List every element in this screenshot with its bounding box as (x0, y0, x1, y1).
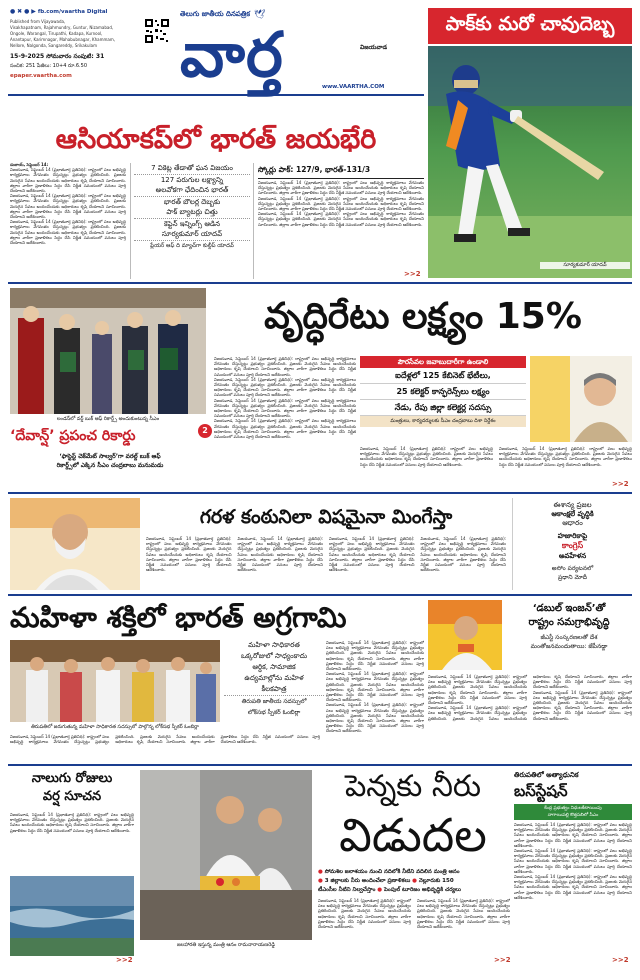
london-award-photo (10, 288, 206, 414)
filler-text: విజయవాడ, సెప్టెంబర్ 14 (ప్రభాతవార్త ప్రతినిధి): రాష్ట్రంలో పలు అభివృద్ధి కార్యక్రమాలు వేగవంతం చేస్తున్నట్లు ప్రభుత్వం ప్రకటించింది. ప్రజలకు మెరుగైన సేవలు అందించేందుకు అధికారులు కృషి చేయాలని సూచించారు. జిల్లాల వారీగా ప్రణాళికలు సిద్ధం చేసి నిర్ణీత సమయంలో పనులు పూర్తి చేయాలని ఆదేశించారు. (329, 536, 415, 573)
filler-text: విజయవాడ, సెప్టెంబర్ 14 (ప్రభాతవార్త ప్రతినిధి): రాష్ట్రంలో పలు అభివృద్ధి కార్యక్రమాలు వేగవంతం చేస్తున్నట్లు ప్రభుత్వం ప్రకటించింది. ప్రజలకు మెరుగైన సేవలు అందించేందుకు అధికారులు కృషి చేయాలని సూచించారు. జిల్లాల వారీగా ప్రణాళికలు సిద్ధం చేసి నిర్ణీత సమయంలో పనులు పూర్తి చేయాలని ఆదేశించారు. (326, 640, 424, 672)
highlight-line: ప్లేయర్ ఆఫ్ ది మ్యాచ్‌గా కుల్దీప్ యాదవ్ (150, 242, 234, 249)
publish-line: Visakhapatnam, Rajahmundry, Guntur, Nizamabad, (10, 25, 114, 30)
filler-text: విజయవాడ, సెప్టెంబర్ 14 (ప్రభాతవార్త ప్రతినిధి): రాష్ట్రంలో పలు అభివృద్ధి కార్యక్రమాలు వేగవంతం చేస్తున్నట్లు ప్రభుత్వం ప్రకటించింది. ప్రజలకు మెరుగైన సేవలు అందించేందుకు అధికారులు కృషి చేయాలని సూచించారు. జిల్లాల వారీగా ప్రణాళికలు సిద్ధం చేసి నిర్ణీత సమయంలో పనులు పూర్తి చేయాలని ఆదేశించారు. (214, 376, 356, 398)
london-photo-caption: లండన్‌లో వర్డ్ బుక్ ఆఫ్ రికార్డ్స్ అందుకుంటున్న సీఎం (56, 416, 160, 422)
filler-text: విజయవాడ, సెప్టెంబర్ 14 (ప్రభాతవార్త ప్రతినిధి): రాష్ట్రంలో పలు అభివృద్ధి కార్యక్రమాలు వేగవంతం చేస్తున్నట్లు ప్రభుత్వం ప్రకటించింది. ప్రజలకు మెరుగైన సేవలు అందించేందుకు అధికారులు కృషి చేయాలని సూచించారు. జిల్లాల వారీగా ప్రణాళికలు సిద్ధం చేసి నిర్ణీత సమయంలో పనులు పూర్తి చేయాలని ఆదేశించారు. (214, 418, 356, 440)
women-line: మహిళా సాధికారత (248, 641, 300, 649)
penna-bullet-text: సోమశిల జలాశయం నుంచి నదిలోకి నీటిని వదిలిన మంత్రి ఆనం (324, 869, 460, 875)
growth-highlight-box (360, 356, 526, 442)
lead-headline-text: ఆసియాకప్‌లో భారత్ జయభేరి (55, 124, 377, 155)
rain-photo (10, 876, 134, 956)
highlight-line: కెప్టెన్ ఇన్నింగ్స్ ఆడిన (163, 219, 221, 228)
bus-tag-line: కేంద్ర ప్రభుత్వం నిధులకేటాయింపు (544, 806, 602, 811)
publish-line: Ongole, Warangal, Tirupathi, Kadapa, Kurnool, (10, 31, 103, 36)
lead-body-right (258, 180, 424, 274)
publish-places (10, 19, 140, 49)
filler-text: విజయవాడ, సెప్టెంబర్ 14 (ప్రభాతవార్త ప్రతినిధి): రాష్ట్రంలో పలు అభివృద్ధి కార్యక్రమాలు వేగవంతం చేస్తున్నట్లు ప్రభుత్వం ప్రకటించింది. ప్రజలకు మెరుగైన సేవలు అందించేందుకు అధికారులు కృషి చేయాలని సూచించారు. జిల్లాల వారీగా ప్రణాళికలు సిద్ధం చేసి నిర్ణీత సమయంలో పనులు పూర్తి చేయాలని ఆదేశించారు. (417, 898, 510, 930)
filler-text: విజయవాడ, సెప్టెంబర్ 14 (ప్రభాతవార్త ప్రతినిధి): రాష్ట్రంలో పలు అభివృద్ధి కార్యక్రమాలు వేగవంతం చేస్తున్నట్లు ప్రభుత్వం ప్రకటించింది. ప్రజలకు మెరుగైన సేవలు అందించేందుకు అధికారులు కృషి చేయాలని సూచించారు. జిల్లాల వారీగా ప్రణాళికలు సిద్ధం చేసి నిర్ణీత సమయంలో పనులు పూర్తి చేయాలని ఆదేశించారు. (10, 193, 126, 220)
penna-headline (318, 768, 508, 864)
women-line: ఆర్థిక, సామాజిక (252, 663, 296, 671)
nadda-sub-line: జీఎస్టీ సంస్కరణలతో దేశ (540, 634, 598, 641)
highlight-line: భారత్ బౌలర్ల దెబ్బకు (163, 197, 221, 206)
lead-dateline: దుబాయ్, సెప్టెంబర్ 14: (10, 162, 49, 167)
penna-bullet (318, 868, 510, 877)
lead-scores: స్కోర్లు పాక్: 127/9, భారత్-131/3 (258, 165, 424, 179)
penna-bullet-text: నెల్లూరుకు 150 (418, 878, 454, 884)
nadda-photo (428, 600, 502, 670)
devansh-headline: ‘దేవాన్ష్’ ప్రపంచ రికార్డు (10, 427, 136, 444)
filler-text: విజయవాడ, సెప్టెంబర్ 14 (ప్రభాతవార్త ప్రతినిధి): రాష్ట్రంలో పలు అభివృద్ధి కార్యక్రమాలు వేగవంతం చేస్తున్నట్లు ప్రభుత్వం ప్రకటించింది. ప్రజలకు మెరుగైన సేవలు అందించేందుకు అధికారులు కృషి చేయాలని సూచించారు. జిల్లాల వారీగా ప్రణాళికలు సిద్ధం చేసి నిర్ణీత సమయంలో పనులు పూర్తి చేయాలని ఆదేశించారు. (514, 822, 632, 848)
modi-body (146, 536, 506, 590)
date-line: 15-9-2025 సోమవారం సంపుటి: 31 (10, 53, 105, 60)
women-headline-wrap (10, 598, 420, 638)
bullet-icon: ● (377, 887, 385, 893)
box-line: నేడు, రేపు జిల్లా కలెక్టర్ల సదస్సు (360, 400, 526, 416)
penna-bullet-text: టీఎంసీల నీటిని నిల్వచేస్తాం (318, 887, 376, 893)
filler-text: విజయవాడ, సెప్టెంబర్ 14 (ప్రభాతవార్త ప్రతినిధి): రాష్ట్రంలో పలు అభివృద్ధి కార్యక్రమాలు వేగవంతం చేస్తున్నట్లు ప్రభుత్వం ప్రకటించింది. ప్రజలకు మెరుగైన సేవలు అందించేందుకు అధికారులు కృషి చేయాలని సూచించారు. జిల్లాల వారీగా ప్రణాళికలు సిద్ధం చేసి నిర్ణీత సమయంలో పనులు పూర్తి చేయాలని ఆదేశించారు. (10, 812, 134, 833)
devansh-subtext (10, 452, 210, 470)
filler-text: విజయవాడ, సెప్టెంబర్ 14 (ప్రభాతవార్త ప్రతినిధి): రాష్ట్రంలో పలు అభివృద్ధి కార్యక్రమాలు వేగవంతం చేస్తున్నట్లు ప్రభుత్వం ప్రకటించింది. ప్రజలకు మెరుగైన సేవలు అందించేందుకు అధికారులు కృషి చేయాలని సూచించారు. జిల్లాల వారీగా ప్రణాళికలు సిద్ధం చేసి నిర్ణీత సమయంలో పనులు పూర్తి చేయాలని ఆదేశించారు. (514, 848, 632, 874)
highlight-line: పాక్ బ్యాటర్లు చిత్తు (134, 207, 250, 219)
filler-text: విజయవాడ, సెప్టెంబర్ 14 (ప్రభాతవార్త ప్రతినిధి): రాష్ట్రంలో పలు అభివృద్ధి కార్యక్రమాలు వేగవంతం చేస్తున్నట్లు ప్రభుత్వం ప్రకటించింది. ప్రజలకు మెరుగైన సేవలు అందించేందుకు అధికారులు కృషి చేయాలని సూచించారు. జిల్లాల వారీగా ప్రణాళికలు సిద్ధం చేసి నిర్ణీత సమయంలో పనులు పూర్తి చేయాలని ఆదేశించారు. (10, 219, 126, 246)
rain-headline (10, 770, 134, 806)
women-event-photo (10, 640, 220, 722)
filler-text: విజయవాడ, సెప్టెంబర్ 14 (ప్రభాతవార్త ప్రతినిధి): రాష్ట్రంలో పలు అభివృద్ధి కార్యక్రమాలు వేగవంతం చేస్తున్నట్లు ప్రభుత్వం ప్రకటించింది. ప్రజలకు మెరుగైన సేవలు అందించేందుకు అధికారులు కృషి చేయాలని సూచించారు. జిల్లాల వారీగా ప్రణాళికలు సిద్ధం చేసి నిర్ణీత సమయంలో పనులు పూర్తి చేయాలని ఆదేశించారు. (318, 898, 411, 930)
bus-headline-line-2: బస్‌స్టేషన్ (514, 782, 568, 800)
nadda-body (428, 674, 632, 760)
modi-headline-wrap (146, 502, 506, 532)
growth-more-link[interactable]: >>2 (612, 480, 629, 488)
lead-more-link[interactable]: >>2 (404, 270, 421, 278)
nadda-headline-line: రాష్ట్రం సమగ్రాభివృద్ధి (528, 617, 610, 628)
site-url[interactable]: www.VAARTHA.COM (322, 84, 385, 90)
lead-body-left (10, 162, 126, 278)
epaper-link[interactable]: epaper.vaartha.com (10, 73, 72, 79)
box-line: పౌరసేవల జవాబుదారీగా ఉండాలి (360, 356, 526, 368)
page-badge[interactable]: 2 (198, 424, 212, 438)
bullet-icon: ● (318, 878, 325, 884)
section-rule-3 (8, 594, 632, 596)
highlight-line: సూర్యకుమార్ యాదవ్ (134, 229, 250, 241)
highlight-line: 127 పరుగుల లక్ష్యాన్ని (160, 175, 224, 184)
women-body-right (326, 640, 424, 760)
masthead-logo: వార్త (180, 18, 284, 91)
filler-text: విజయవాడ, సెప్టెంబర్ 14 (ప్రభాతవార్త ప్రతినిధి): రాష్ట్రంలో పలు అభివృద్ధి కార్యక్రమాలు వేగవంతం చేస్తున్నట్లు ప్రభుత్వం ప్రకటించింది. ప్రజలకు మెరుగైన సేవలు అందించేందుకు అధికారులు కృషి చేయాలని సూచించారు. జిల్లాల వారీగా ప్రణాళికలు సిద్ధం చేసి నిర్ణీత సమయంలో పనులు పూర్తి చేయాలని ఆదేశించారు. (326, 671, 424, 703)
qr-code (144, 18, 170, 44)
growth-headline: వృద్ధిరేటు లక్ష్యం 15% (264, 296, 582, 337)
penna-bullets (318, 868, 510, 895)
filler-text: విజయవాడ, సెప్టెంబర్ 14 (ప్రభాతవార్త ప్రతినిధి): రాష్ట్రంలో పలు అభివృద్ధి కార్యక్రమాలు వేగవంతం చేస్తున్నట్లు ప్రభుత్వం ప్రకటించింది. ప్రజలకు మెరుగైన సేవలు అందించేందుకు అధికారులు కృషి చేయాలని సూచించారు. జిల్లాల వారీగా ప్రణాళికలు సిద్ధం చేసి నిర్ణీత సమయంలో పనులు పూర్తి చేయాలని ఆదేశించారు. (214, 356, 356, 377)
bus-headline (514, 770, 632, 802)
penna-body (318, 898, 510, 950)
devansh-subtext-line: ‘ఫాస్టెస్ట్ చెక్‌మేట్ సాల్వర్’గా వరల్డ్ బుక్ ఆఫ్ (59, 453, 161, 460)
side-line: అవహేళన (558, 552, 587, 560)
nadda-headline-line: ‘డబుల్ ఇంజన్’తో (532, 603, 606, 614)
section-rule-2 (8, 492, 632, 494)
cm-portrait-photo (530, 356, 632, 442)
issue-line: సంచిక: 251 పేజీలు: 10+4 రూ.6.50 (10, 63, 88, 69)
bus-body (514, 822, 632, 950)
penna-bullet (318, 886, 510, 895)
women-headline: మహిళా శక్తిలో భారత్ అగ్రగామి (10, 601, 347, 634)
filler-text: విజయవాడ, సెప్టెంబర్ 14 (ప్రభాతవార్త ప్రతినిధి): రాష్ట్రంలో పలు అభివృద్ధి కార్యక్రమాలు వేగవంతం చేస్తున్నట్లు ప్రభుత్వం ప్రకటించింది. ప్రజలకు మెరుగైన సేవలు అందించేందుకు అధికారులు కృషి చేయాలని సూచించారు. జిల్లాల వారీగా ప్రణాళికలు సిద్ధం చేసి నిర్ణీత సమయంలో పనులు పూర్తి చేయాలని ఆదేశించారు. (360, 446, 493, 467)
section-rule-1 (8, 282, 632, 284)
devansh-headline-row (10, 426, 206, 448)
nadda-headline (506, 602, 632, 651)
penna-headline-line-2: విడుదల (339, 808, 487, 862)
women-line: కీలకపాత్ర (261, 685, 287, 693)
penna-bullet-text: పెంపుల్ టూరిజం అభివృద్ధికి చర్యలు (384, 887, 461, 893)
filler-text: విజయవాడ, సెప్టెంబర్ 14 (ప్రభాతవార్త ప్రతినిధి): రాష్ట్రంలో పలు అభివృద్ధి కార్యక్రమాలు వేగవంతం చేస్తున్నట్లు ప్రభుత్వం ప్రకటించింది. ప్రజలకు మెరుగైన సేవలు అందించేందుకు అధికారులు కృషి చేయాలని సూచించారు. జిల్లాల వారీగా ప్రణాళికలు సిద్ధం చేసి నిర్ణీత సమయంలో పనులు పూర్తి చేయాలని ఆదేశించారు. (499, 446, 632, 467)
women-line: ఒక్కరోజులో సాధ్యంకాదు (240, 652, 308, 660)
penna-bullet-text: 3 జిల్లాలకు నీరు అందించేలా ప్రణాళికలు (324, 878, 411, 884)
filler-text: విజయవాడ, సెప్టెంబర్ 14 (ప్రభాతవార్త ప్రతినిధి): రాష్ట్రంలో పలు అభివృద్ధి కార్యక్రమాలు వేగవంతం చేస్తున్నట్లు ప్రభుత్వం ప్రకటించింది. ప్రజలకు మెరుగైన సేవలు అందించేందుకు అధికారులు కృషి చేయాలని సూచించారు. జిల్లాల వారీగా ప్రణాళికలు సిద్ధం చేసి నిర్ణీత సమయంలో పనులు పూర్తి చేయాలని ఆదేశించారు. (428, 674, 527, 706)
women-body-bottom (10, 734, 320, 756)
bullet-icon: ● (412, 878, 419, 884)
bus-tag-line: నాగాయిపల్లి కొత్తసబిలో సీఎం (547, 813, 599, 818)
modi-headline: గరళ కంఠునిలా విషమైనా మింగేస్తా (199, 506, 453, 528)
bullet-icon: ● (318, 869, 325, 875)
rain-headline-line: వర్ష సూచన (42, 789, 102, 804)
filler-text: విజయవాడ, సెప్టెంబర్ 14 (ప్రభాతవార్త ప్రతినిధి): రాష్ట్రంలో పలు అభివృద్ధి కార్యక్రమాలు వేగవంతం చేస్తున్నట్లు ప్రభుత్వం ప్రకటించింది. ప్రజలకు మెరుగైన సేవలు అందించేందుకు అధికారులు కృషి చేయాలని సూచించారు. జిల్లాల వారీగా ప్రణాళికలు సిద్ధం చేసి నిర్ణీత సమయంలో పనులు పూర్తి చేయాలని ఆదేశించారు. (214, 397, 356, 419)
side-line: కాంగ్రెస్ (561, 541, 584, 550)
nadda-sub-line: మంతోజనమందుతాయి: జేపీనడ్డా (530, 643, 608, 650)
women-highlights (224, 640, 324, 740)
cricket-photo (428, 46, 632, 278)
modi-side-box (512, 498, 632, 590)
social-icons: ● ✖ ● ▶ (10, 8, 36, 15)
growth-body-right (360, 446, 632, 486)
masthead-left (10, 8, 140, 79)
women-photo-caption: తిరుపతిలో జరుగుతున్న మహిళా సాధికారత సదస్సులో పాల్గొన్న లోక్‌సభ స్పీకర్ ఓంబిర్లా (31, 724, 199, 730)
women-line: తిరుపతి జాతీయ సదస్సులో (224, 695, 324, 707)
filler-text: విజయవాడ, సెప్టెంబర్ 14 (ప్రభాతవార్త ప్రతినిధి): రాష్ట్రంలో పలు అభివృద్ధి కార్యక్రమాలు వేగవంతం చేస్తున్నట్లు ప్రభుత్వం ప్రకటించింది. ప్రజలకు మెరుగైన సేవలు అందించేందుకు అధికారులు కృషి చేయాలని సూచించారు. జిల్లాల వారీగా ప్రణాళికలు సిద్ధం చేసి నిర్ణీత సమయంలో పనులు పూర్తి చేయాలని ఆదేశించారు. (428, 674, 632, 721)
side-line: హజారికాపై (557, 532, 588, 540)
publish-line: Nellore, Nalgonda, Sangareddy, Srikakulam (10, 43, 97, 48)
edition-city: విజయవాడ (360, 44, 388, 51)
lead-headline (8, 124, 424, 156)
filler-text: విజయవాడ, సెప్టెంబర్ 14 (ప్రభాతవార్త ప్రతినిధి): రాష్ట్రంలో పలు అభివృద్ధి కార్యక్రమాలు వేగవంతం చేస్తున్నట్లు ప్రభుత్వం ప్రకటించింది. ప్రజలకు మెరుగైన సేవలు అందించేందుకు అధికారులు కృషి చేయాలని సూచించారు. జిల్లాల వారీగా ప్రణాళికలు సిద్ధం చేసి నిర్ణీత సమయంలో పనులు పూర్తి చేయాలని ఆదేశించారు. (258, 211, 424, 227)
box-line: మంత్రులు, కార్యదర్శులకు సీఎం చంద్రబాబు దిశా నిర్దేశం (360, 416, 526, 427)
rain-headline-line: నాలుగు రోజులు (31, 771, 113, 786)
filler-text: విజయవాడ, సెప్టెంబర్ 14 (ప్రభాతవార్త ప్రతినిధి): రాష్ట్రంలో పలు అభివృద్ధి కార్యక్రమాలు వేగవంతం చేస్తున్నట్లు ప్రభుత్వం ప్రకటించింది. ప్రజలకు మెరుగైన సేవలు అందించేందుకు అధికారులు కృషి చేయాలని సూచించారు. జిల్లాల వారీగా ప్రణాళికలు సిద్ధం చేసి నిర్ణీత సమయంలో పనులు పూర్తి చేయాలని ఆదేశించారు. (326, 702, 424, 734)
side-line: అసోం పర్యటనలో (551, 565, 594, 572)
publish-line: Anantapur, Karimnagar, Mahabubnagar, Khammam, (10, 37, 116, 42)
filler-text: విజయవాడ, సెప్టెంబర్ 14 (ప్రభాతవార్త ప్రతినిధి): రాష్ట్రంలో పలు అభివృద్ధి కార్యక్రమాలు వేగవంతం చేస్తున్నట్లు ప్రభుత్వం ప్రకటించింది. ప్రజలకు మెరుగైన సేవలు అందించేందుకు అధికారులు కృషి చేయాలని సూచించారు. జిల్లాల వారీగా ప్రణాళికలు సిద్ధం చేసి నిర్ణీత సమయంలో పనులు పూర్తి చేయాలని ఆదేశించారు. (258, 195, 424, 212)
bird-icon: 🕊 (253, 10, 266, 20)
devansh-subtext-line: రికార్డ్స్‌లో ఎక్కిన సీఎం చంద్రబాబు మనుమడు (56, 462, 164, 469)
highlight-line: అలవోకగా ఛేదించిన భారత్ (134, 185, 250, 197)
website-text[interactable]: fb.com/vaartha Digital (37, 8, 108, 15)
bus-headline-line-1: తిరుపతిలో అత్యాధునిక (514, 771, 579, 779)
filler-text: విజయవాడ, సెప్టెంబర్ 14 (ప్రభాతవార్త ప్రతినిధి): రాష్ట్రంలో పలు అభివృద్ధి కార్యక్రమాలు వేగవంతం చేస్తున్నట్లు ప్రభుత్వం ప్రకటించింది. ప్రజలకు మెరుగైన సేవలు అందించేందుకు అధికారులు కృషి చేయాలని సూచించారు. జిల్లాల వారీగా ప్రణాళికలు సిద్ధం చేసి నిర్ణీత సమయంలో పనులు పూర్తి చేయాలని ఆదేశించారు. (533, 689, 632, 721)
penna-bullet (318, 877, 510, 886)
section-rule-4 (8, 764, 632, 766)
box-line: ఐదేళ్లలో 125 కేబినెట్ భేటీలు, (360, 368, 526, 384)
bus-tag-box (514, 804, 632, 820)
growth-body (214, 356, 356, 486)
filler-text: విజయవాడ, సెప్టెంబర్ 14 (ప్రభాతవార్త ప్రతినిధి): రాష్ట్రంలో పలు అభివృద్ధి కార్యక్రమాలు వేగవంతం చేస్తున్నట్లు ప్రభుత్వం ప్రకటించింది. ప్రజలకు మెరుగైన సేవలు అందించేందుకు అధికారులు కృషి చేయాలని సూచించారు. జిల్లాల వారీగా ప్రణాళికలు సిద్ధం చేసి నిర్ణీత సమయంలో పనులు పూర్తి చేయాలని ఆదేశించారు. (146, 536, 232, 573)
pak-headline: పాక్‌కు మరో చావుదెబ్బ (428, 8, 632, 44)
side-line: ప్రధాని మోదీ (558, 574, 587, 581)
filler-text: విజయవాడ, సెప్టెంబర్ 14 (ప్రభాతవార్త ప్రతినిధి): రాష్ట్రంలో పలు అభివృద్ధి కార్యక్రమాలు వేగవంతం చేస్తున్నట్లు ప్రభుత్వం ప్రకటించింది. ప్రజలకు మెరుగైన సేవలు అందించేందుకు అధికారులు కృషి చేయాలని సూచించారు. జిల్లాల వారీగా ప్రణాళికలు సిద్ధం చేసి నిర్ణీత సమయంలో పనులు పూర్తి చేయాలని ఆదేశించారు. (10, 734, 320, 745)
rain-body (10, 812, 134, 874)
highlight-line: 7 వికెట్ల తేడాతో ఘన విజయం (134, 163, 250, 175)
modi-photo (10, 498, 140, 590)
filler-text: విజయవాడ, సెప్టెంబర్ 14 (ప్రభాతవార్త ప్రతినిధి): రాష్ట్రంలో పలు అభివృద్ధి కార్యక్రమాలు వేగవంతం చేస్తున్నట్లు ప్రభుత్వం ప్రకటించింది. ప్రజలకు మెరుగైన సేవలు అందించేందుకు అధికారులు కృషి చేయాలని సూచించారు. జిల్లాల వారీగా ప్రణాళికలు సిద్ధం చేసి నిర్ణీత సమయంలో పనులు పూర్తి చేయాలని ఆదేశించారు. (420, 536, 506, 573)
growth-headline-wrap (214, 292, 632, 342)
filler-text: విజయవాడ, సెప్టెంబర్ 14 (ప్రభాతవార్త ప్రతినిధి): రాష్ట్రంలో పలు అభివృద్ధి కార్యక్రమాలు వేగవంతం చేస్తున్నట్లు ప్రభుత్వం ప్రకటించింది. ప్రజలకు మెరుగైన సేవలు అందించేందుకు అధికారులు కృషి చేయాలని సూచించారు. జిల్లాల వారీగా ప్రణాళికలు సిద్ధం చేసి నిర్ణీత సమయంలో పనులు పూర్తి చేయాలని ఆదేశించారు. (10, 167, 126, 194)
bus-more-link[interactable]: >>2 (612, 956, 629, 964)
side-line: ఈశాన్య ప్రజల (553, 501, 592, 509)
social-row (10, 8, 140, 15)
filler-text: విజయవాడ, సెప్టెంబర్ 14 (ప్రభాతవార్త ప్రతినిధి): రాష్ట్రంలో పలు అభివృద్ధి కార్యక్రమాలు వేగవంతం చేస్తున్నట్లు ప్రభుత్వం ప్రకటించింది. ప్రజలకు మెరుగైన సేవలు అందించేందుకు అధికారులు కృషి చేయాలని సూచించారు. జిల్లాల వారీగా ప్రణాళికలు సిద్ధం చేసి నిర్ణీత సమయంలో పనులు పూర్తి చేయాలని ఆదేశించారు. (237, 536, 323, 573)
tagline: తెలుగు జాతీయ దినపత్రిక (180, 10, 250, 18)
penna-more-link[interactable]: >>2 (494, 956, 511, 964)
penna-headline-line-1: పెన్నకు నీరు (344, 769, 482, 804)
penna-photo-caption: జలహారతి ఇస్తున్న మంత్రి ఆనం రామనారాయణరెడ్డి (177, 942, 275, 948)
box-line: 25 కలెక్టర్ కాన్ఫరెన్స్‌లు లక్ష్యం (360, 384, 526, 400)
lead-highlights (130, 163, 254, 279)
cricket-photo-caption: సూర్యకుమార్ యాదవ్ (540, 262, 630, 269)
rain-more-link[interactable]: >>2 (116, 956, 133, 964)
penna-photo (140, 770, 312, 940)
publish-line: Published from Vijayawada, (10, 19, 66, 24)
masthead-rule (8, 94, 424, 96)
side-line: ఆధారం (562, 519, 583, 527)
filler-text: విజయవాడ, సెప్టెంబర్ 14 (ప్రభాతవార్త ప్రతినిధి): రాష్ట్రంలో పలు అభివృద్ధి కార్యక్రమాలు వేగవంతం చేస్తున్నట్లు ప్రభుత్వం ప్రకటించింది. ప్రజలకు మెరుగైన సేవలు అందించేందుకు అధికారులు కృషి చేయాలని సూచించారు. జిల్లాల వారీగా ప్రణాళికలు సిద్ధం చేసి నిర్ణీత సమయంలో పనులు పూర్తి చేయాలని ఆదేశించారు. (258, 180, 424, 196)
women-line: ఉద్యమాల్లోను మహిళ (244, 674, 304, 682)
side-line: ఆకాంక్షలే వృద్ధికి (551, 510, 594, 518)
women-line: లోక్‌సభ స్పీకర్ ఓంబిర్లా (247, 709, 301, 716)
filler-text: విజయవాడ, సెప్టెంబర్ 14 (ప్రభాతవార్త ప్రతినిధి): రాష్ట్రంలో పలు అభివృద్ధి కార్యక్రమాలు వేగవంతం చేస్తున్నట్లు ప్రభుత్వం ప్రకటించింది. ప్రజలకు మెరుగైన సేవలు అందించేందుకు అధికారులు కృషి చేయాలని సూచించారు. జిల్లాల వారీగా ప్రణాళికలు సిద్ధం చేసి నిర్ణీత సమయంలో పనులు పూర్తి చేయాలని ఆదేశించారు. (514, 874, 632, 900)
